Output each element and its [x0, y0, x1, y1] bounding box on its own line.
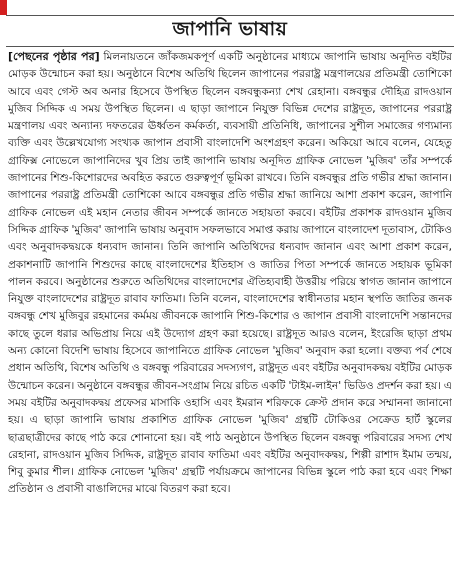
bottom-edge — [0, 573, 459, 579]
continued-from-label: [পেছনের পৃষ্ঠার পর] — [8, 50, 100, 63]
article-text: মিলনায়তনে জাঁকজমকপূর্ণ একটি অনুষ্ঠানের মাধ্যমে জাপানি ভাষায় অনূদিত বইটির মোড়ক উন্মোচন করা হয়। অনুষ্ঠানে বিশেষ অতিথি ছিলেন জাপানের পররাষ্ট্র মন্ত্রণালয়ের প্রতিমন্ত্রী তোশিকো আবে এবং গেস্ট অব অনার হিসেবে উপস্থিত ছিলেন বঙ্গবন্ধুকন্যা শেখ রেহানা। বঙ্গবন্ধুর দৌহিত্র রাদওয়ান মুজিব সিদ্দিক এ সময় উপস্থিত ছিলেন। এ ছাড়া জাপানে নিযুক্ত বিভিন্ন দেশের রাষ্ট্রদূত, জাপানের পররাষ্ট্র মন্ত্রণালয় এবং অন্যান্য দফতরের ঊর্ধ্বতন কর্মকর্তা, ব্যবসায়ী প্রতিনিধি, জাপানের সুশীল সমাজের গণ্যমান্য ব্যক্তি এবং উল্লেখযোগ্য সংখ্যক জাপান প্রবাসী বাংলাদেশি অংশগ্রহণ করেন। অকিয়ো আবে বলেন, যেহেতু গ্রাফিক্স নোভেলে জাপানিদের খুব প্রিয় তাই জাপানি ভাষায় অনূদিত গ্রাফিক নোভেল 'মুজিব' তাঁর সম্পর্কে জাপানের শিশু-কিশোরদের অবহিত করতে গুরুত্বপূর্ণ ভূমিকা রাখবে। তিনি বঙ্গবন্ধুর প্রতি গভীর শ্রদ্ধা জানান। জাপানের পররাষ্ট্র প্রতিমন্ত্রী তোশিকো আবে বঙ্গবন্ধুর প্রতি গভীর শ্রদ্ধা জানিয়ে আশা প্রকাশ করেন, জাপানি গ্রাফিক নোভেল এই মহান নেতার জীবন সম্পর্কে জানতে সহায়তা করবে। বইটির প্রকাশক রাদওয়ান মুজিব সিদ্দিক গ্রাফিক 'মুজিব' জাপানি ভাষায় অনুবাদ সফলভাবে সমাপ্ত করায় জাপানে বাংলাদেশ দূতাবাস, টোকিও এবং অনুবাদকদ্বয়কে ধন্যবাদ জানান। তিনি জাপানি অতিথিদের ধন্যবাদ জানান এবং আশা প্রকাশ করেন, প্রকাশনাটি জাপানি শিশুদের কাছে বাংলাদেশের ইতিহাস ও জাতির পিতা সম্পর্কে জানতে সহায়ক ভূমিকা পালন করবে। অনুষ্ঠানের শুরুতে অতিথিদের বাংলাদেশের ঐতিহ্যবাহী উত্তরীয় পরিয়ে স্বাগত জানান জাপানে নিযুক্ত বাংলাদেশের রাষ্ট্রদূত রাবাব ফাতিমা। তিনি বলেন, বাংলাদেশের স্বাধীনতার মহান স্থপতি জাতির জনক বঙ্গবন্ধু শেখ মুজিবুর রহমানের কর্মময় জীবনকে জাপানি শিশু-কিশোর ও জাপান প্রবাসী বাংলাদেশি সন্তানদের কাছে তুলে ধরার অভিপ্রায় নিয়ে এই উদ্যোগ গ্রহণ করা হয়েছে। রাষ্ট্রদূত আরও বলেন, ইংরেজি ছাড়া প্রথম অন্য কোনো বিদেশি ভাষায় হিসেবে জাপানিতে গ্রাফিক নোভেল 'মুজিব' অনুবাদ করা হলো। বক্তব্য পর্ব শেষে প্রধান অতিথি, বিশেষ অতিথি ও বঙ্গবন্ধু পরিবারের সদস্যগণ, রাষ্ট্রদূত এবং বইটির অনুবাদকদ্বয় বইটির মোড়ক উন্মোচন করেন। অনুষ্ঠানে বঙ্গবন্ধুর জীবন-সংগ্রাম নিয়ে রচিত একটি 'টাইম-লাইন' ভিডিও প্রদর্শন করা হয়। এ সময় বইটির অনুবাদকদ্বয় প্রফেসর মাসাকি ওহাসি এবং ইমরান শরিফকে ক্রেস্ট প্রদান করে সম্মাননা জানানো হয়। এ ছাড়া জাপানি ভাষায় প্রকাশিত গ্রাফিক নোভেল 'মুজিব' গ্রন্থটি টোকিওর সেক্রেড হার্ট স্কুলের ছাত্রছাত্রীদের কাছে পাঠ করে শোনানো হয়। বই পাঠ অনুষ্ঠানে উপস্থিত ছিলেন বঙ্গবন্ধু পরিবারের সদস্য শেখ রেহানা, রাদওয়ান মুজিব সিদ্দিক, রাষ্ট্রদূত রাবাব ফাতিমা এবং বইটির অনুবাদকদ্বয়, শিল্পী রাশাদ ইমাম তন্ময়, শিবু কুমার শীল। গ্রাফিক নোভেল 'মুজিব' গ্রন্থটি পর্যায়ক্রমে জাপানের বিভিন্ন স্কুলে পাঠ করা হবে এবং শিক্ষা প্রতিষ্ঠান ও প্রবাসী বাঙালিদের মাঝে বিতরণ করা হবে। — [8, 51, 452, 496]
article-paragraph — [8, 48, 452, 499]
article-body — [8, 48, 452, 572]
headline: জাপানি ভাষায় — [172, 18, 288, 40]
headline-box — [6, 15, 454, 47]
red-corner-marker — [0, 0, 7, 15]
